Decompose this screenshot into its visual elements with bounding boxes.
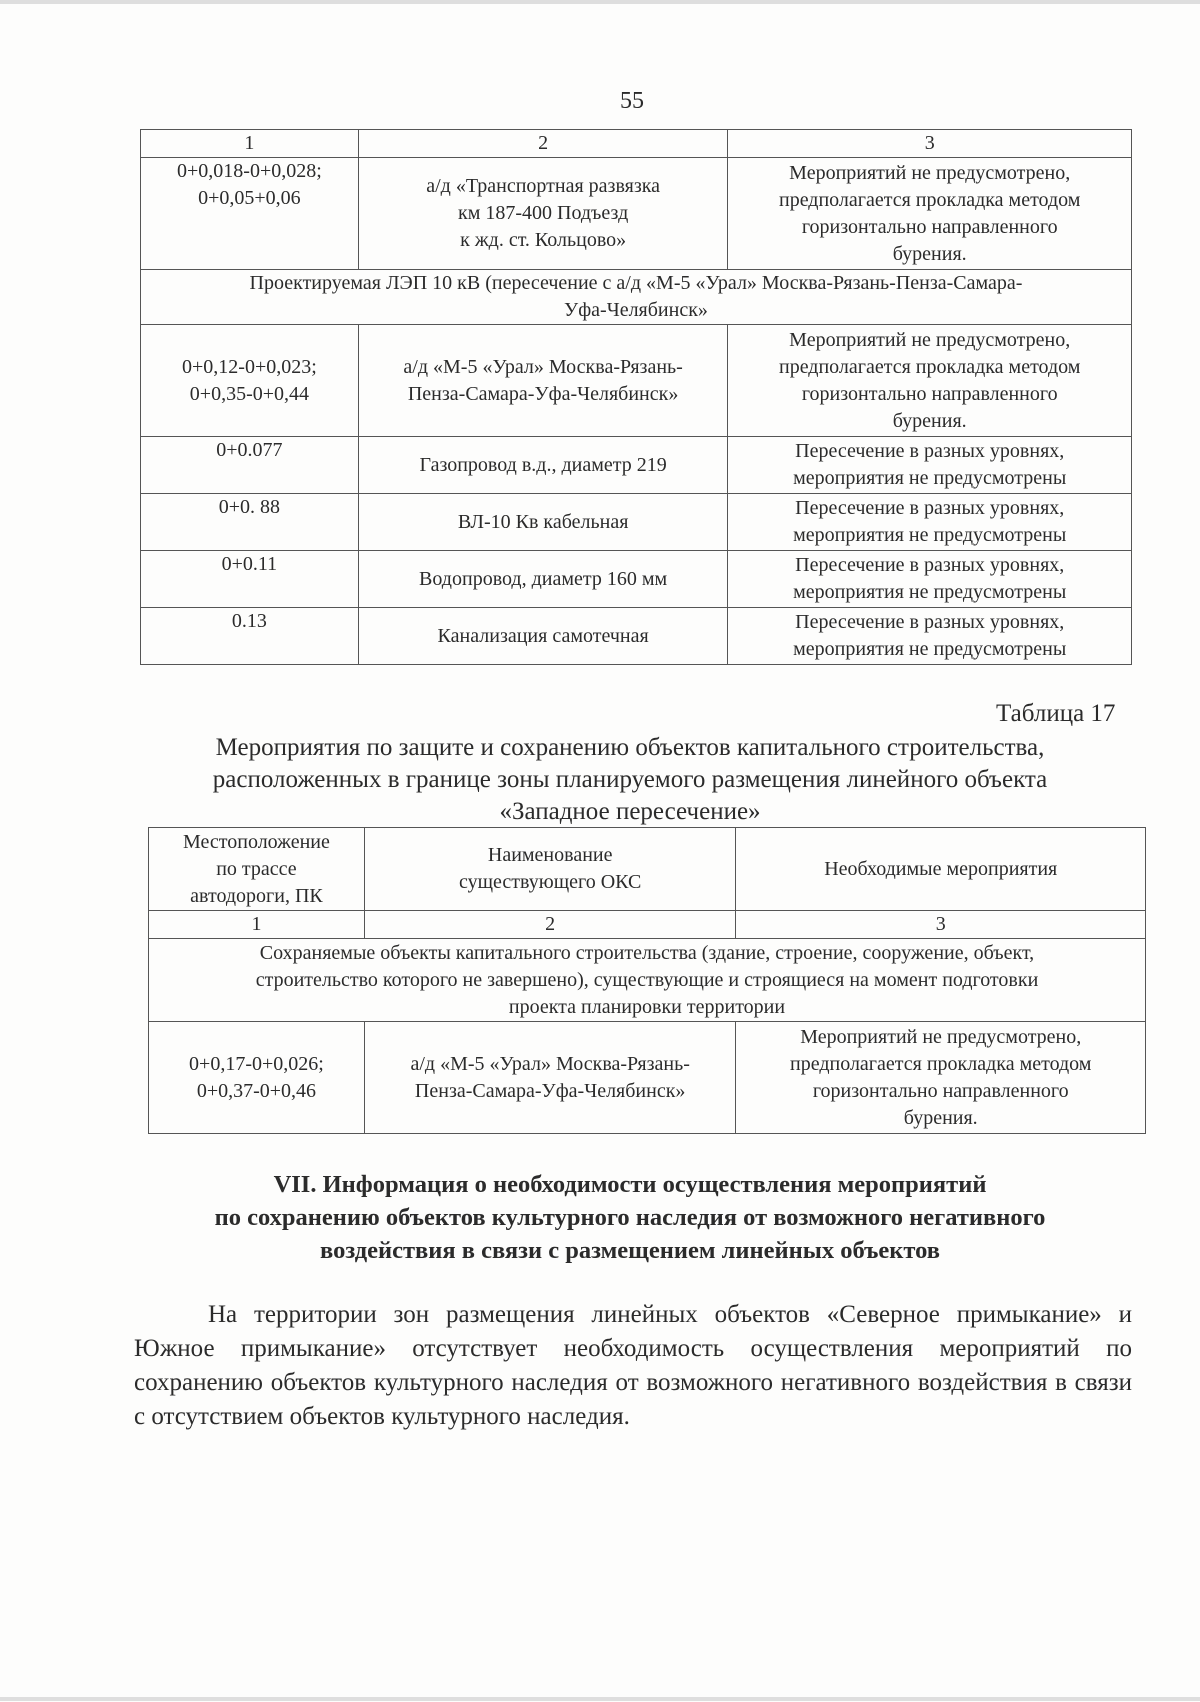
group-header-cell: Сохраняемые объекты капитального строительства (здание, строение, сооружение, объект, строительство которого не завершено), существующие и строящиеся на момент подготовки проекта планировки территории <box>149 939 1146 1022</box>
measures-cell: Пересечение в разных уровнях, мероприятия не предусмотрены <box>728 551 1132 608</box>
location-cell: 0.13 <box>141 608 359 665</box>
table-row <box>149 1022 1146 1134</box>
body-paragraph: На территории зон размещения линейных объектов «Северное примыкание» и Южное примыкание» отсутствует необходимость осуществления мероприятий по сохранению объектов культурного наследия от возможного негативного воздействия в связи с отсутствием объектов культурного наследия. <box>134 1301 1132 1430</box>
table-row <box>141 494 1132 551</box>
measures-cell: Пересечение в разных уровнях, мероприятия не предусмотрены <box>728 494 1132 551</box>
section-heading: VII. Информация о необходимости осуществления мероприятий по сохранению объектов культурного наследия от возможного негативного воздействия в связи с размещением линейных объектов <box>214 1171 1046 1264</box>
table-header-row <box>149 828 1146 911</box>
column-number-3: 3 <box>736 911 1146 939</box>
location-cell: 0+0. 88 <box>141 494 359 551</box>
table-17 <box>148 827 1146 1134</box>
scan-edge-top <box>0 0 1200 4</box>
column-number-1: 1 <box>149 911 365 939</box>
column-number-2: 2 <box>364 911 736 939</box>
location-cell: 0+0,17-0+0,026; 0+0,37-0+0,46 <box>149 1022 365 1134</box>
column-header-location: Местоположение по трассе автодороги, ПК <box>149 828 365 911</box>
column-header-measures: Необходимые мероприятия <box>736 828 1146 911</box>
table-row <box>141 551 1132 608</box>
object-name-cell: а/д «М-5 «Урал» Москва-Рязань- Пенза-Самара-Уфа-Челябинск» <box>364 1022 736 1134</box>
object-name-cell: Водопровод, диаметр 160 мм <box>358 551 728 608</box>
measures-cell: Мероприятий не предусмотрено, предполагается прокладка методом горизонтально направленного бурения. <box>736 1022 1146 1134</box>
measures-cell: Пересечение в разных уровнях, мероприятия не предусмотрены <box>728 608 1132 665</box>
table-row <box>141 437 1132 494</box>
column-number-2: 2 <box>358 130 728 158</box>
column-header-object-name: Наименование существующего ОКС <box>364 828 736 911</box>
table-row <box>141 325 1132 437</box>
crossings-table <box>140 129 1132 665</box>
location-cell: 0+0,018-0+0,028; 0+0,05+0,06 <box>141 158 359 270</box>
measures-cell: Мероприятий не предусмотрено, предполагается прокладка методом горизонтально направленного бурения. <box>728 158 1132 270</box>
column-number-1: 1 <box>141 130 359 158</box>
table-row <box>141 158 1132 270</box>
location-cell: 0+0.11 <box>141 551 359 608</box>
table-header-row <box>141 130 1132 158</box>
location-cell: 0+0.077 <box>141 437 359 494</box>
location-cell: 0+0,12-0+0,023; 0+0,35-0+0,44 <box>141 325 359 437</box>
column-number-3: 3 <box>728 130 1132 158</box>
table-title: Мероприятия по защите и сохранению объектов капитального строительства, расположенных в границе зоны планируемого размещения линейного объекта «Западное пересечение» <box>212 734 1048 825</box>
measures-cell: Пересечение в разных уровнях, мероприятия не предусмотрены <box>728 437 1132 494</box>
object-name-cell: Газопровод в.д., диаметр 219 <box>358 437 728 494</box>
table-group-row <box>141 270 1132 325</box>
table-number-row <box>149 911 1146 939</box>
table-label: Таблица 17 <box>996 700 1116 727</box>
measures-cell: Мероприятий не предусмотрено, предполагается прокладка методом горизонтально направленного бурения. <box>728 325 1132 437</box>
page-number: 55 <box>620 88 644 114</box>
table-row <box>141 608 1132 665</box>
object-name-cell: а/д «М-5 «Урал» Москва-Рязань- Пенза-Самара-Уфа-Челябинск» <box>358 325 728 437</box>
group-header-cell: Проектируемая ЛЭП 10 кВ (пересечение с а/д «М-5 «Урал» Москва-Рязань-Пенза-Самара- Уфа-Челябинск» <box>141 270 1132 325</box>
scan-edge-bottom <box>0 1697 1200 1701</box>
object-name-cell: Канализация самотечная <box>358 608 728 665</box>
object-name-cell: а/д «Транспортная развязка км 187-400 Подъезд к жд. ст. Кольцово» <box>358 158 728 270</box>
table-group-row <box>149 939 1146 1022</box>
object-name-cell: ВЛ-10 Кв кабельная <box>358 494 728 551</box>
